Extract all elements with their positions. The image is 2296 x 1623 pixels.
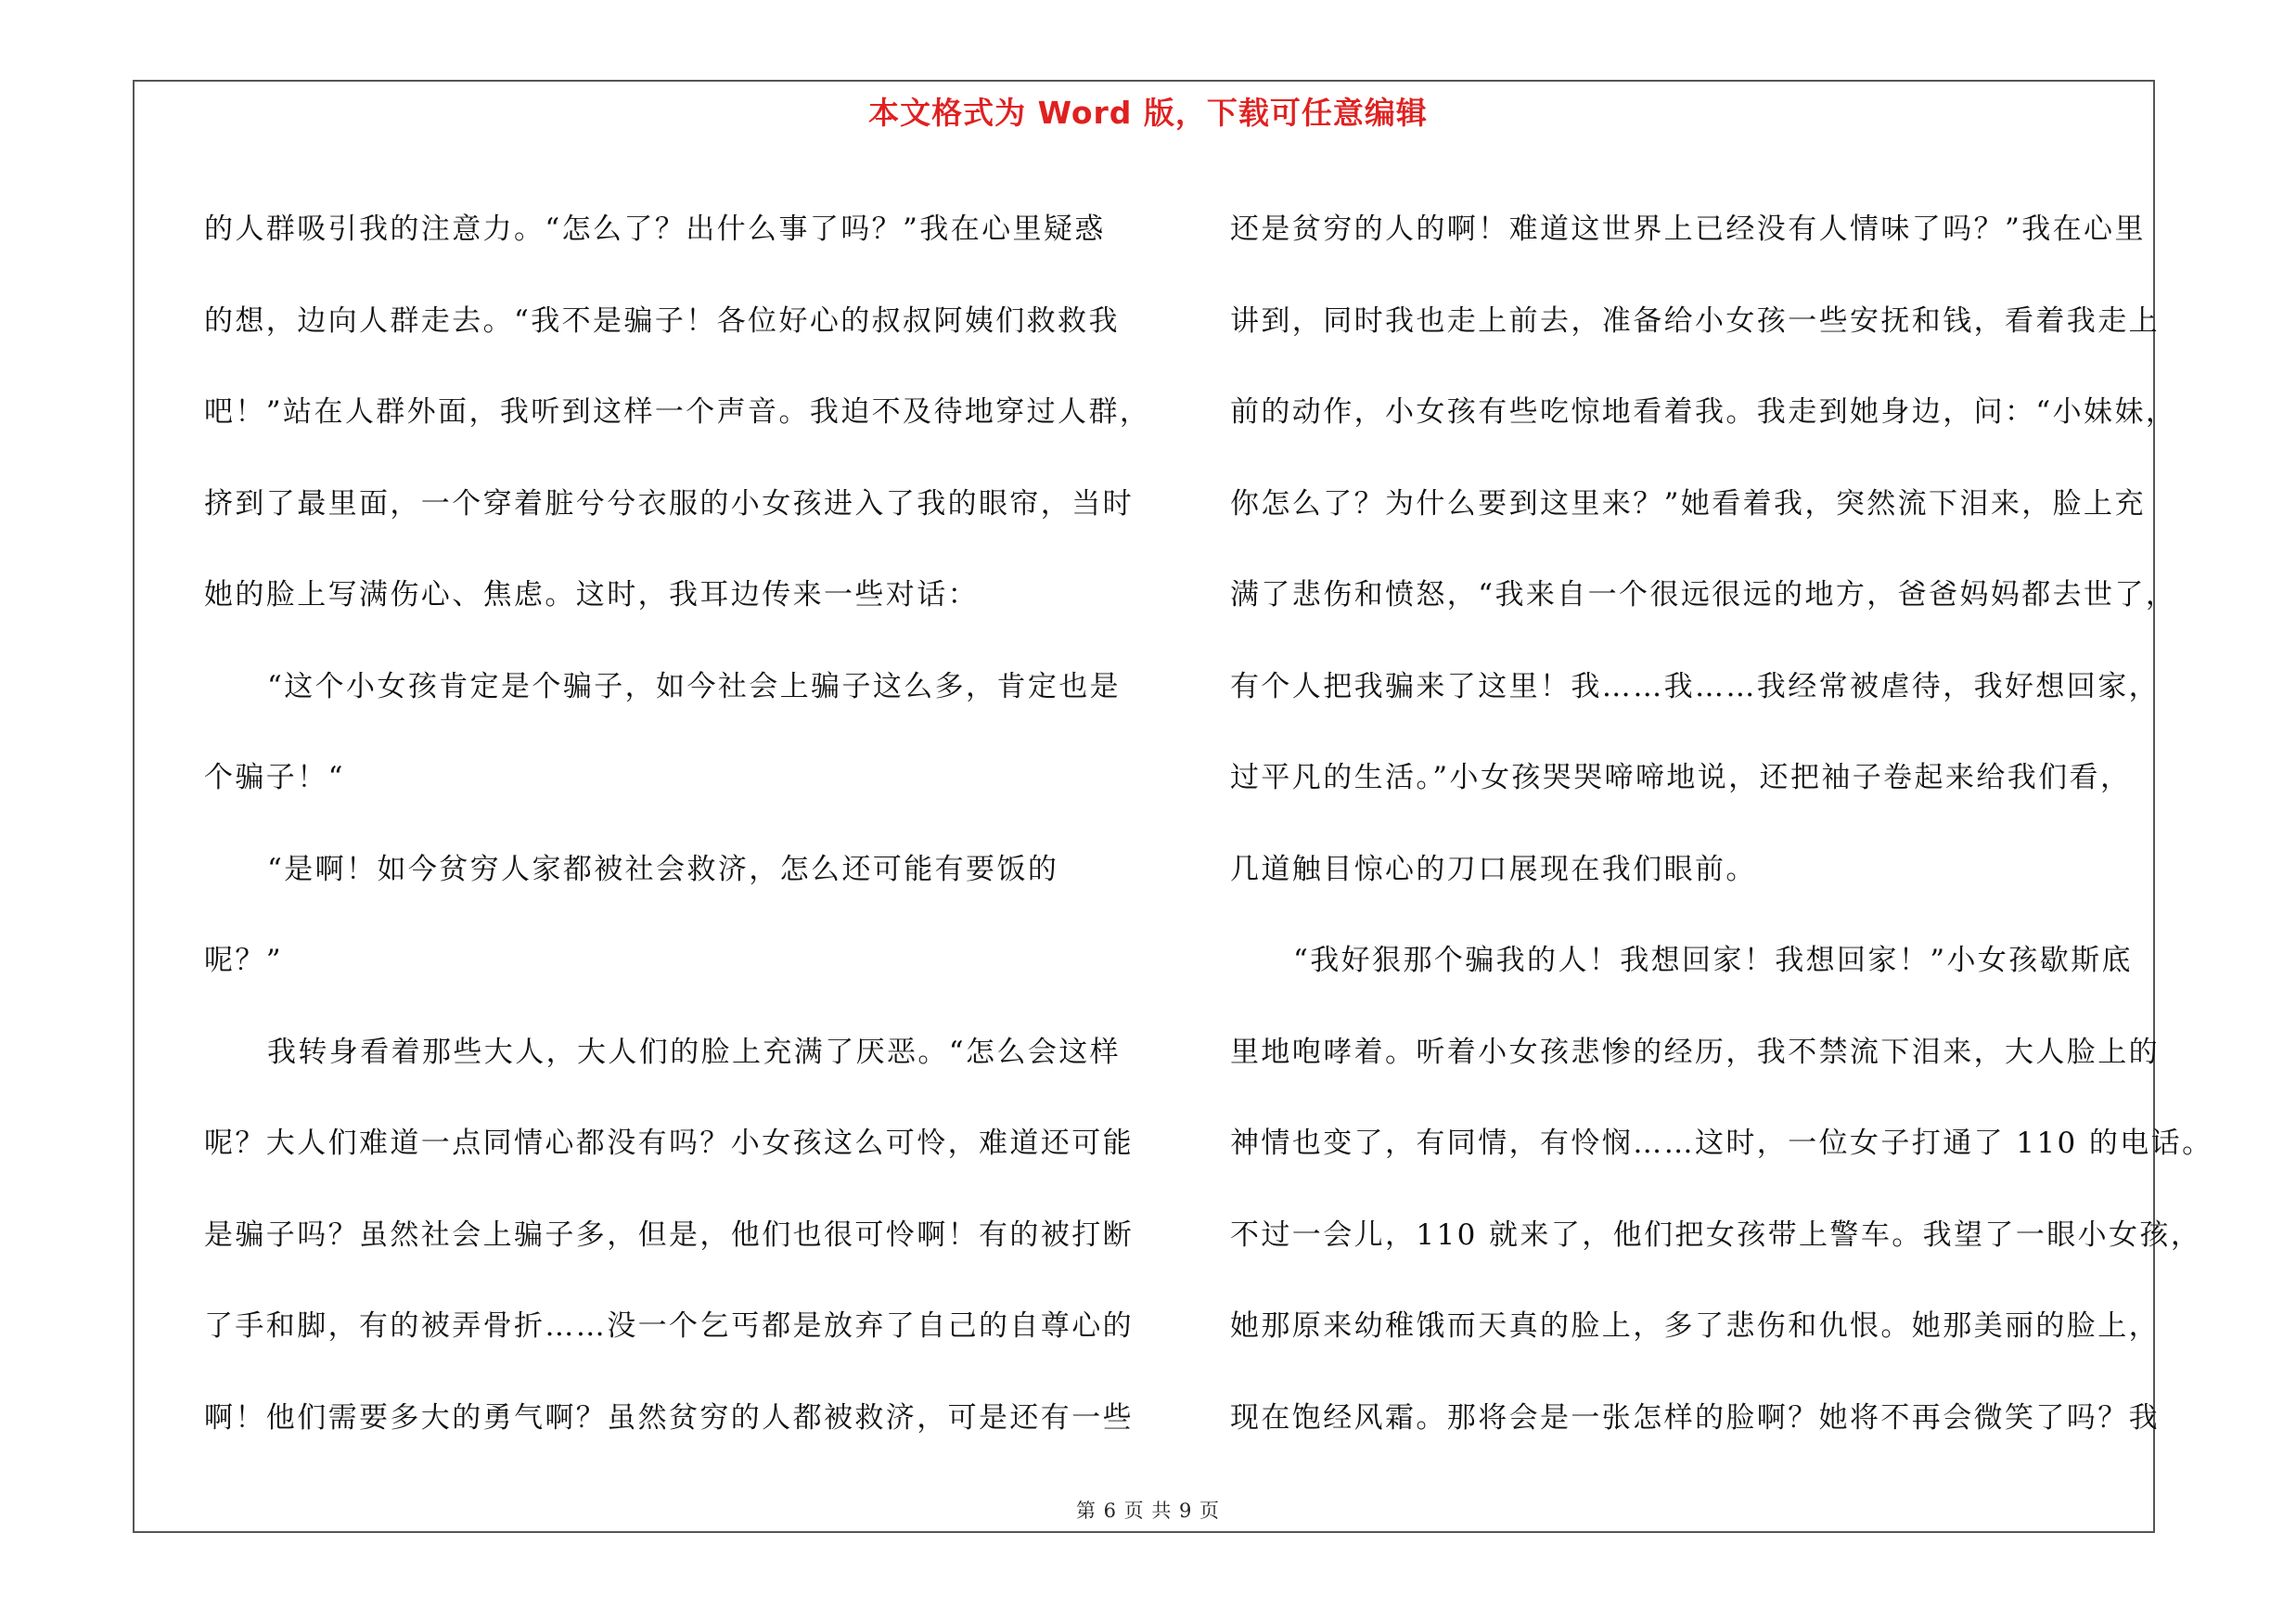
text-line: 挤到了最里面，一个穿着脏兮兮衣服的小女孩进入了我的眼帘，当时 [204,486,1134,521]
text-line: 你怎么了？为什么要到这里来？”她看着我，突然流下泪来，脸上充 [1230,486,2146,521]
text-line: 里地咆哮着。听着小女孩悲惨的经历，我不禁流下泪来，大人脸上的 [1230,1035,2160,1069]
text-line: “我好狠那个骗我的人！我想回家！我想回家！”小女孩歇斯底 [1293,944,2133,977]
text-line: 还是贫穷的人的啊！难道这世界上已经没有人情味了吗？”我在心里 [1230,213,2146,246]
text-line: 前的动作，小女孩有些吃惊地看着我。我走到她身边，问：“小妹妹， [1230,395,2177,429]
text-line: 不过一会儿，110 就来了，他们把女孩带上警车。我望了一眼小女孩， [1230,1217,2202,1252]
text-line: 啊！他们需要多大的勇气啊？虽然贫穷的人都被救济，可是还有一些 [204,1400,1134,1435]
text-line: 过平凡的生活。”小女孩哭哭啼啼地说，还把袖子卷起来给我们看， [1230,761,2132,794]
text-line: 个骗子！“ [204,761,345,794]
text-line: 她的脸上写满伤心、焦虑。这时，我耳边传来一些对话： [204,578,979,612]
text-line: 了手和脚，有的被弄骨折……没一个乞丐都是放弃了自己的自尊心的 [204,1309,1134,1343]
text-line: 讲到，同时我也走上前去，准备给小女孩一些安抚和钱，看着我走上 [1230,303,2160,338]
text-line: 呢？” [204,944,284,977]
text-line: 几道触目惊心的刀口展现在我们眼前。 [1230,852,1757,886]
text-line: 是骗子吗？虽然社会上骗子多，但是，他们也很可怜啊！有的被打断 [204,1217,1134,1252]
left-text-column [204,184,1151,1463]
right-text-column [1230,184,2213,1463]
text-line: 有个人把我骗来了这里！我……我……我经常被虐待，我好想回家， [1230,669,2160,703]
text-line: “这个小女孩肯定是个骗子，如今社会上骗子这么多，肯定也是 [267,669,1122,703]
text-line: 呢？大人们难道一点同情心都没有吗？小女孩这么可怜，难道还可能 [204,1127,1134,1160]
header-banner: 本文格式为 Word 版，下载可任意编辑 [868,95,1428,131]
text-line: 神情也变了，有同情，有怜悯……这时，一位女子打通了 110 的电话。 [1230,1127,2213,1160]
text-line: 满了悲伤和愤怒，“我来自一个很远很远的地方，爸爸妈妈都去世了， [1230,578,2177,612]
text-line: 她那原来幼稚饿而天真的脸上，多了悲伤和仇恨。她那美丽的脸上， [1230,1309,2160,1343]
text-line: 现在饱经风霜。那将会是一张怎样的脸啊？她将不再会微笑了吗？我 [1230,1400,2160,1435]
page-number-footer: 第 6 页 共 9 页 [1075,1500,1221,1522]
text-line: 吧！”站在人群外面，我听到这样一个声音。我迫不及待地穿过人群， [204,395,1151,429]
text-line: 我转身看着那些大人，大人们的脸上充满了厌恶。“怎么会这样 [267,1035,1122,1069]
text-line: “是啊！如今贫穷人家都被社会救济，怎么还可能有要饭的 [267,852,1059,886]
text-line: 的想，边向人群走去。“我不是骗子！各位好心的叔叔阿姨们救救我 [204,303,1120,338]
text-line: 的人群吸引我的注意力。“怎么了？出什么事了吗？”我在心里疑惑 [204,213,1106,246]
